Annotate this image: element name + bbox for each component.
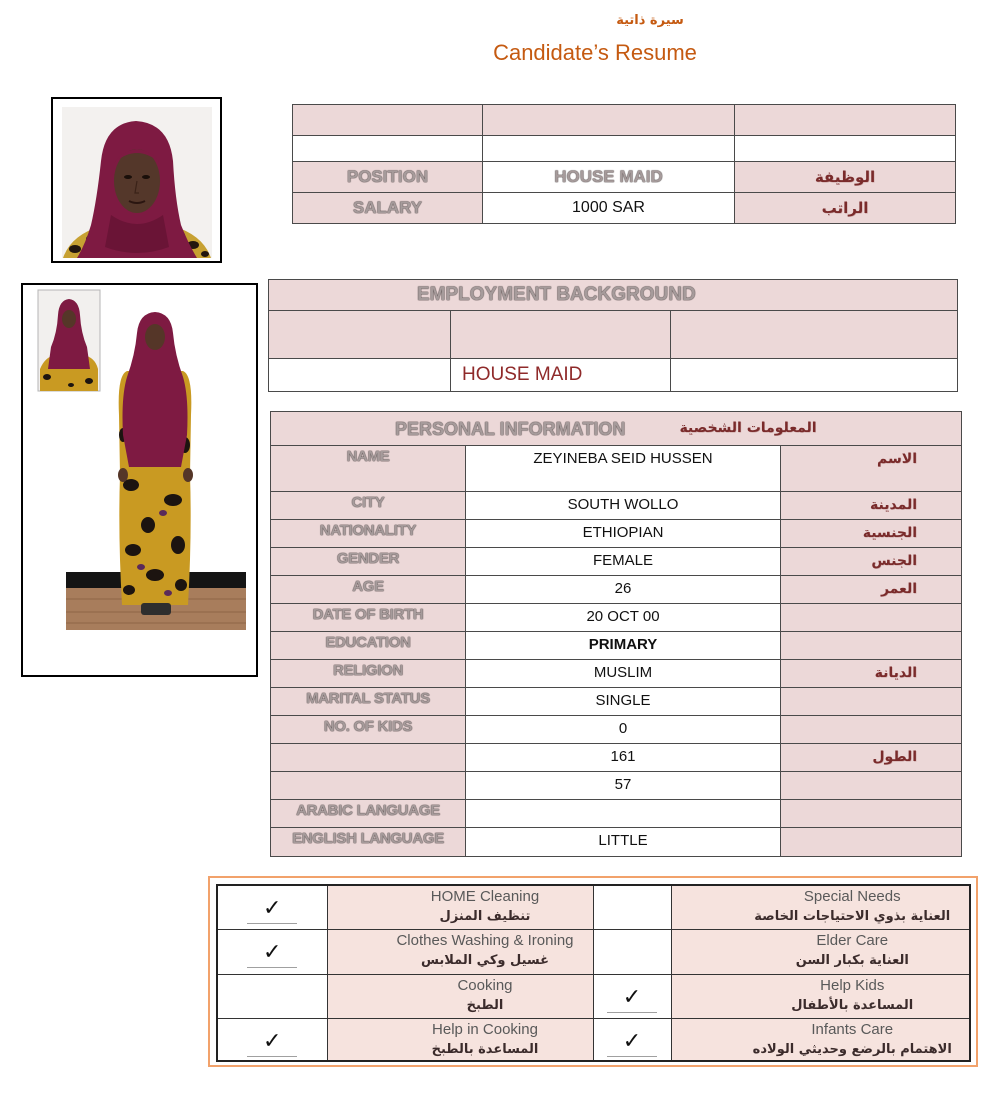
field-label: GENDER — [271, 548, 466, 576]
skill-row — [217, 929, 970, 974]
position-value: HOUSE MAID — [483, 162, 735, 193]
personal-info-row — [271, 716, 962, 744]
field-label-arabic — [781, 632, 962, 660]
skill-name-arabic: العناية بكبار السن — [795, 952, 909, 968]
skill-cell — [327, 929, 593, 974]
skill-cell — [327, 974, 593, 1018]
empty-cell — [483, 136, 735, 162]
position-label-arabic: الوظيفة — [735, 162, 956, 193]
personal-information-table — [270, 411, 962, 857]
personal-info-row — [271, 492, 962, 520]
skill-name-arabic: المساعدة بالطبخ — [431, 1041, 539, 1057]
check-mark-icon: ✓ — [607, 1030, 657, 1057]
salary-value: 1000 SAR — [483, 193, 735, 224]
field-label: CITY — [271, 492, 466, 520]
personal-info-row — [271, 744, 962, 772]
personal-info-row — [271, 446, 962, 492]
skill-check-cell — [593, 929, 671, 974]
field-label-arabic — [781, 828, 962, 857]
personal-info-row — [271, 520, 962, 548]
empty-cell — [269, 359, 451, 392]
candidate-headshot-photo — [53, 99, 220, 261]
skill-cell — [671, 974, 970, 1018]
skill-name: Elder Care — [816, 931, 889, 949]
field-label-arabic: المدينة — [781, 492, 962, 520]
skill-name: Help in Cooking — [432, 1020, 538, 1038]
candidate-full-body-photo — [23, 285, 256, 675]
field-value: SINGLE — [466, 688, 781, 716]
skill-cell — [327, 1018, 593, 1061]
empty-cell — [451, 311, 671, 359]
field-value: ZEYINEBA SEID HUSSEN — [466, 446, 781, 492]
personal-information-header — [271, 412, 962, 446]
field-label: MARITAL STATUS — [271, 688, 466, 716]
skill-check-cell — [593, 1018, 671, 1061]
employment-background-heading: EMPLOYMENT BACKGROUND — [269, 280, 958, 311]
check-mark-icon: ✓ — [247, 897, 297, 924]
field-label: NO. OF KIDS — [271, 716, 466, 744]
field-label: DATE OF BIRTH — [271, 604, 466, 632]
skill-row — [217, 1018, 970, 1061]
skill-check-cell — [217, 885, 327, 929]
field-value: PRIMARY — [466, 632, 781, 660]
field-label-arabic — [781, 772, 962, 800]
field-label-arabic: الطول — [781, 744, 962, 772]
skill-cell — [327, 885, 593, 929]
field-label: ENGLISH LANGUAGE — [271, 828, 466, 857]
personal-info-row — [271, 688, 962, 716]
skill-name-arabic: تنظيف المنزل — [439, 909, 531, 924]
skill-check-cell — [593, 885, 671, 929]
check-mark-icon: ✓ — [247, 941, 297, 968]
field-label-arabic: الجنس — [781, 548, 962, 576]
field-value: 26 — [466, 576, 781, 604]
skill-check-cell — [593, 974, 671, 1018]
skill-name: Cooking — [457, 976, 513, 994]
headshot-photo-frame — [51, 97, 222, 263]
job-summary-table — [292, 104, 956, 224]
field-label-arabic — [781, 604, 962, 632]
personal-info-row — [271, 800, 962, 828]
field-label: RELIGION — [271, 660, 466, 688]
skill-row — [217, 885, 970, 929]
personal-info-row — [271, 828, 962, 857]
skill-check-cell — [217, 1018, 327, 1061]
field-label: AGE — [271, 576, 466, 604]
field-label-arabic: الجنسية — [781, 520, 962, 548]
personal-info-row — [271, 576, 962, 604]
empty-cell — [671, 311, 958, 359]
empty-cell — [735, 105, 956, 136]
skill-name-arabic: المساعدة بالأطفال — [791, 997, 914, 1013]
skill-cell — [671, 929, 970, 974]
check-mark-icon: ✓ — [247, 1030, 297, 1057]
skill-cell — [671, 885, 970, 929]
skill-name: Help Kids — [820, 976, 885, 994]
field-label-arabic: العمر — [781, 576, 962, 604]
field-label: ARABIC LANGUAGE — [271, 800, 466, 828]
skill-name-arabic: غسيل وكي الملابس — [420, 952, 550, 968]
salary-label: SALARY — [293, 193, 483, 224]
candidate-inset-photo — [38, 290, 100, 391]
skill-name: Special Needs — [803, 888, 901, 905]
skill-name: Clothes Washing & Ironing — [396, 931, 574, 949]
skill-check-cell — [217, 974, 327, 1018]
field-value: ETHIOPIAN — [466, 520, 781, 548]
field-label — [271, 772, 466, 800]
field-label: NATIONALITY — [271, 520, 466, 548]
arabic-resume-title: سيرة ذاتية — [616, 13, 684, 28]
skill-cell — [671, 1018, 970, 1061]
field-value: LITTLE — [466, 828, 781, 857]
field-value: 0 — [466, 716, 781, 744]
field-value: SOUTH WOLLO — [466, 492, 781, 520]
personal-info-row — [271, 660, 962, 688]
position-label: POSITION — [293, 162, 483, 193]
empty-cell — [293, 105, 483, 136]
field-value: 57 — [466, 772, 781, 800]
field-label — [271, 744, 466, 772]
personal-information-heading: PERSONAL INFORMATION — [395, 419, 626, 439]
field-value: MUSLIM — [466, 660, 781, 688]
skills-table — [216, 884, 971, 1062]
empty-cell — [293, 136, 483, 162]
field-label: EDUCATION — [271, 632, 466, 660]
personal-information-heading-arabic: المعلومات الشخصية — [679, 420, 817, 436]
personal-info-row — [271, 632, 962, 660]
field-label-arabic: الديانة — [781, 660, 962, 688]
field-value: FEMALE — [466, 548, 781, 576]
skill-row — [217, 974, 970, 1018]
field-label: NAME — [271, 446, 466, 492]
skill-name-arabic: العناية بذوي الاحتياجات الخاصة — [754, 909, 951, 924]
salary-label-arabic: الراتب — [735, 193, 956, 224]
field-label-arabic — [781, 688, 962, 716]
field-label-arabic — [781, 800, 962, 828]
previous-position-value: HOUSE MAID — [451, 359, 671, 392]
employment-background-table — [268, 279, 958, 392]
skill-name: HOME Cleaning — [430, 888, 540, 905]
page-title: Candidate’s Resume — [493, 40, 697, 65]
personal-info-row — [271, 604, 962, 632]
full-body-photo-frame — [21, 283, 258, 677]
field-label-arabic: الاسم — [781, 446, 962, 492]
field-value — [466, 800, 781, 828]
check-mark-icon: ✓ — [607, 986, 657, 1013]
empty-cell — [671, 359, 958, 392]
empty-cell — [483, 105, 735, 136]
field-value: 161 — [466, 744, 781, 772]
field-label-arabic — [781, 716, 962, 744]
skill-name-arabic: الاهتمام بالرضع وحديثي الولاده — [752, 1041, 952, 1057]
empty-cell — [735, 136, 956, 162]
skill-check-cell — [217, 929, 327, 974]
skill-name: Infants Care — [811, 1020, 894, 1038]
field-value: 20 OCT 00 — [466, 604, 781, 632]
skill-name-arabic: الطبخ — [466, 997, 504, 1013]
empty-cell — [269, 311, 451, 359]
personal-info-row — [271, 548, 962, 576]
personal-info-row — [271, 772, 962, 800]
